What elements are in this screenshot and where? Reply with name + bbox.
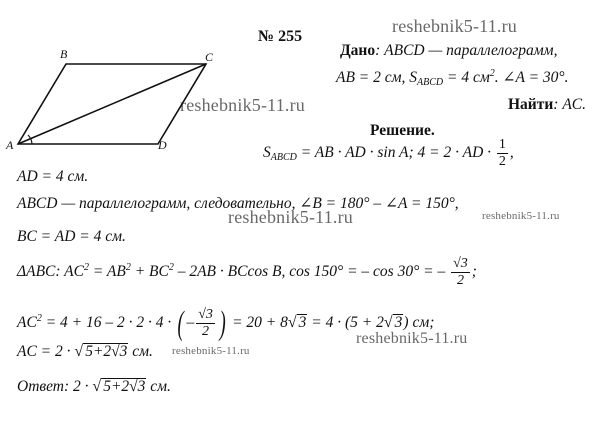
diagonal-ac [18, 64, 206, 144]
cos-sup-3: 2 [168, 262, 174, 274]
watermark: reshebnik5-11.ru [356, 330, 468, 347]
answer-radicand: 5+2√3 [103, 378, 146, 395]
solution-label: Решение. [370, 122, 435, 139]
given-ab: AB = 2 см, [336, 69, 406, 86]
answer-a: : 2 · [63, 378, 89, 395]
cos-fraction [451, 257, 470, 288]
ac-line [17, 343, 153, 361]
sqrt-sign: √ [74, 343, 84, 360]
given-s-sup: 2 [489, 68, 495, 79]
ac-radicand: 5+2√3 [85, 343, 128, 360]
ad-line: AD = 4 см. [17, 168, 89, 185]
area-frac-den: 2 [498, 154, 506, 169]
cos-d: – 2AB · BCcos B, cos 150° = – cos 30° = – [173, 263, 446, 281]
problem-number: № 255 [258, 28, 303, 45]
cos-frac-den: 2 [456, 273, 464, 288]
area-formula [263, 138, 514, 169]
cosine-line [17, 257, 477, 288]
cos-b: = AB [88, 263, 126, 281]
calc-right-paren: ) [219, 304, 226, 342]
watermark: reshebnik5-11.ru [180, 95, 305, 115]
parallel-line: ABCD — параллелограмм, следовательно, ∠B = 180° – ∠A = 150°, [17, 195, 459, 212]
cos-end: ; [471, 263, 477, 281]
area-rest: = AB · AD · sin A; 4 = 2 · AD · [296, 144, 492, 162]
point-label-a: A [6, 138, 14, 152]
area-fraction [497, 138, 508, 169]
answer-line [17, 378, 171, 396]
point-label-b: B [60, 47, 68, 61]
given-line-1 [340, 42, 557, 60]
calc-frac-num: √3 [198, 307, 213, 322]
calc-left-paren: ( [177, 304, 184, 342]
area-s: S [263, 144, 271, 162]
bc-line: BC = AD = 4 см. [17, 228, 126, 245]
calc-d: = 4 · (5 + 2 [307, 314, 384, 332]
ac-a: AC = 2 · [17, 343, 71, 360]
watermark: reshebnik5-11.ru [392, 16, 517, 36]
calc-b: = 4 + 16 – 2 · 2 · 4 · [41, 314, 172, 332]
area-frac-num: 1 [498, 137, 506, 152]
given-s: S [409, 69, 418, 86]
calc-sup: 2 [36, 313, 42, 325]
find-value: : AC. [553, 96, 587, 113]
calc-fraction [196, 308, 215, 339]
watermark: reshebnik5-11.ru [228, 207, 353, 227]
find-line [508, 96, 586, 114]
given-text: : ABCD — параллелограмм, [375, 42, 558, 59]
find-label: Найти [508, 96, 554, 113]
given-line-2 [336, 68, 568, 88]
sqrt-sign: √ [287, 314, 297, 332]
cos-sup-1: 2 [83, 262, 89, 274]
cos-a: ΔABC: AC [17, 263, 84, 281]
cos-frac-num: √3 [453, 256, 468, 271]
calc-minus: – [186, 314, 195, 332]
calc-sqrt-3b: 3 [394, 314, 403, 332]
calc-a: AC [17, 314, 37, 332]
given-s-sub: ABCD [417, 77, 444, 88]
calc-e: ) см; [403, 314, 435, 332]
given-angle: . ∠A = 30°. [494, 69, 569, 86]
given-s-val: = 4 см [443, 69, 490, 86]
sqrt-sign: √ [92, 378, 102, 395]
point-label-c: C [205, 50, 214, 64]
given-label: Дано [340, 42, 376, 59]
watermark: reshebnik5-11.ru [482, 210, 560, 222]
sqrt-sign: √ [383, 314, 393, 332]
cos-c: + BC [130, 263, 169, 281]
parallelogram-figure [8, 50, 223, 160]
point-label-d: D [158, 138, 167, 152]
calc-line [17, 304, 435, 342]
cos-sup-2: 2 [125, 262, 131, 274]
area-s-sub: ABCD [270, 152, 297, 164]
answer-end: см. [150, 378, 171, 395]
calc-c: = 20 + 8 [228, 314, 288, 332]
watermark: reshebnik5-11.ru [172, 345, 250, 357]
answer-label: Ответ [17, 378, 64, 395]
calc-frac-den: 2 [202, 324, 210, 339]
calc-sqrt-3: 3 [298, 314, 307, 332]
ac-end: см. [132, 343, 153, 360]
area-end: , [509, 144, 514, 162]
